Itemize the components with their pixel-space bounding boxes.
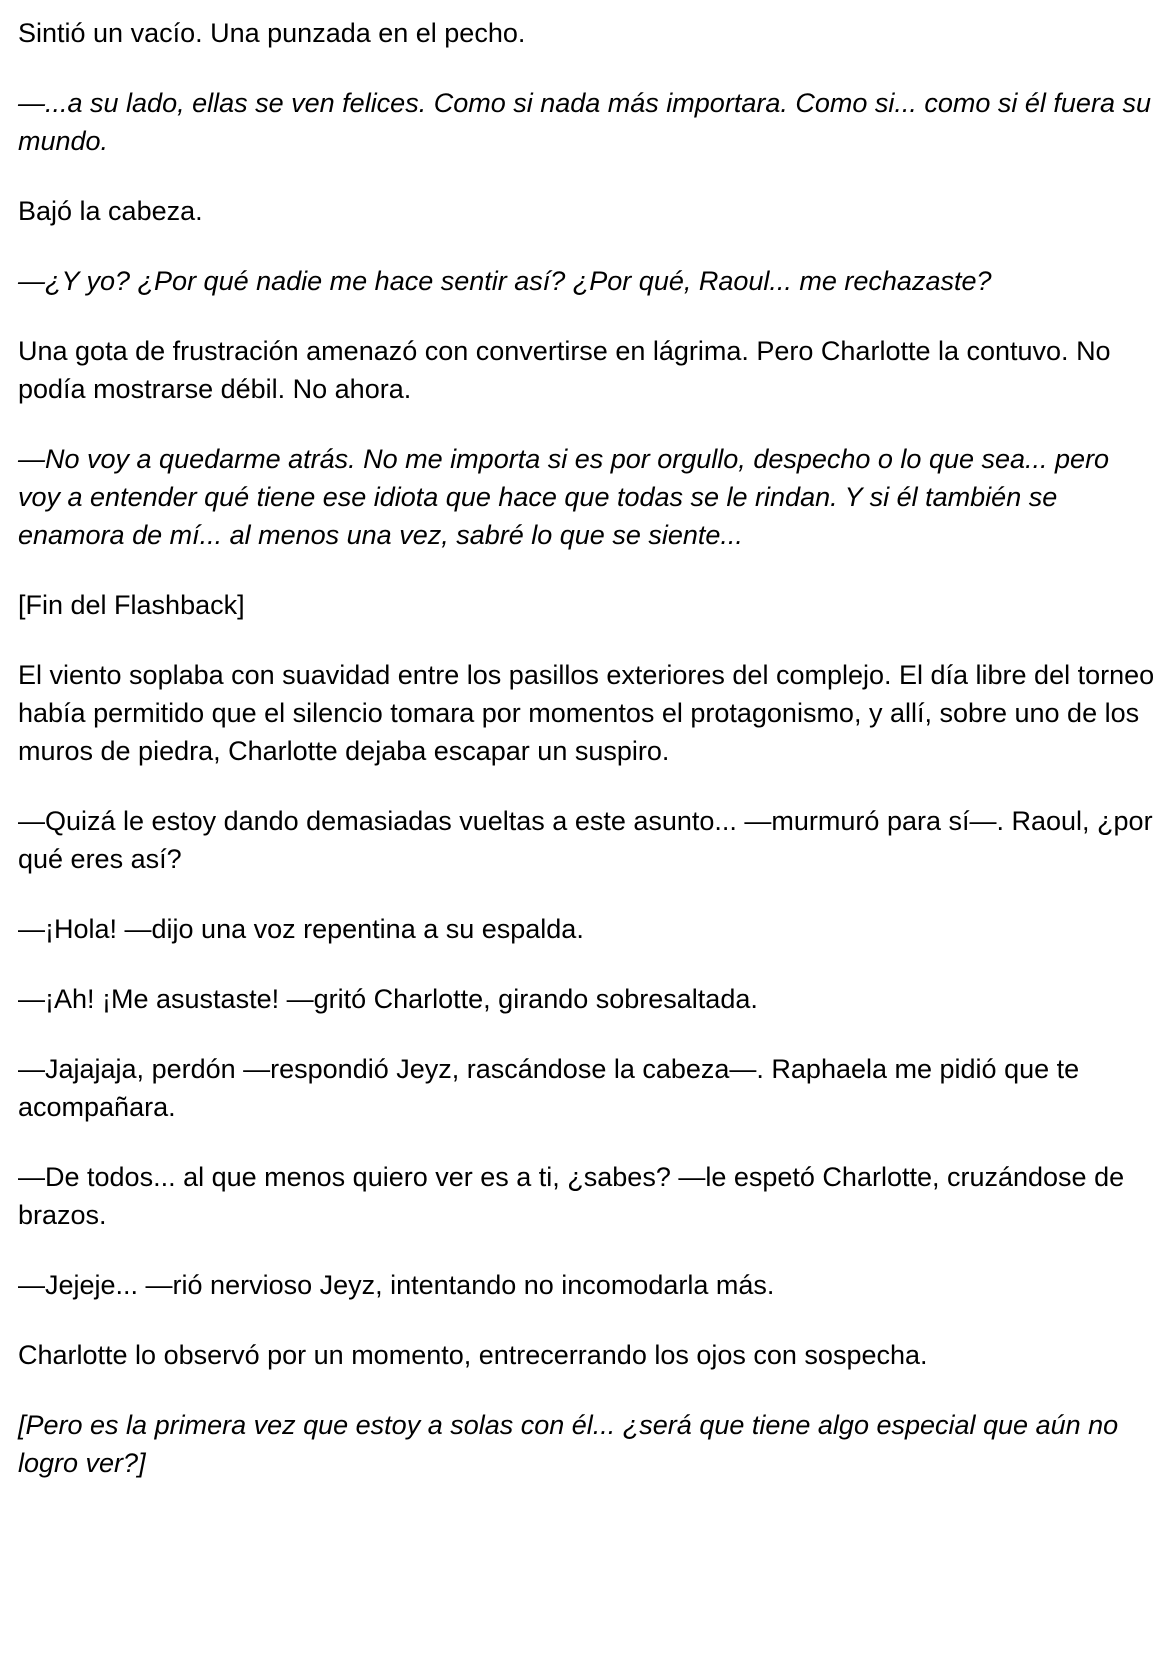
document-body: [18, 14, 1158, 1514]
paragraph: Bajó la cabeza.: [18, 196, 203, 226]
paragraph: —Quizá le estoy dando demasiadas vueltas a este asunto... —murmuró para sí—. Raoul, ¿por qué eres así?: [18, 806, 1153, 874]
paragraph: Charlotte lo observó por un momento, entrecerrando los ojos con sospecha.: [18, 1340, 928, 1370]
paragraph: [Fin del Flashback]: [18, 590, 245, 620]
paragraph: —De todos... al que menos quiero ver es a ti, ¿sabes? —le espetó Charlotte, cruzándose de brazos.: [18, 1162, 1125, 1230]
paragraph: —¡Ah! ¡Me asustaste! —gritó Charlotte, girando sobresaltada.: [18, 984, 758, 1014]
paragraph: —¡Hola! —dijo una voz repentina a su espalda.: [18, 914, 584, 944]
paragraph: —...a su lado, ellas se ven felices. Como si nada más importara. Como si... como si él fuera su mundo.: [18, 88, 1151, 156]
paragraph: Sintió un vacío. Una punzada en el pecho.: [18, 18, 526, 48]
paragraph: —Jajajaja, perdón —respondió Jeyz, rascándose la cabeza—. Raphaela me pidió que te acompañara.: [18, 1054, 1080, 1122]
paragraph: [Pero es la primera vez que estoy a solas con él... ¿será que tiene algo especial que aún no logro ver?]: [18, 1410, 1119, 1478]
paragraph: —Jejeje... —rió nervioso Jeyz, intentando no incomodarla más.: [18, 1270, 775, 1300]
paragraph: —¿Y yo? ¿Por qué nadie me hace sentir así? ¿Por qué, Raoul... me rechazaste?: [18, 266, 992, 296]
paragraph: Una gota de frustración amenazó con convertirse en lágrima. Pero Charlotte la contuvo. No podía mostrarse débil. No ahora.: [18, 336, 1111, 404]
paragraph: —No voy a quedarme atrás. No me importa si es por orgullo, despecho o lo que sea... pero voy a entender qué tiene ese idiota que hace que todas se le rindan. Y si él también se enamora de mí... al menos una vez, sabré lo que se siente...: [18, 444, 1110, 550]
paragraph: El viento soplaba con suavidad entre los pasillos exteriores del complejo. El día libre del torneo había permitido que el silencio tomara por momentos el protagonismo, y allí, sobre uno de los muros de piedra, Charlotte dejaba escapar un suspiro.: [18, 660, 1155, 766]
